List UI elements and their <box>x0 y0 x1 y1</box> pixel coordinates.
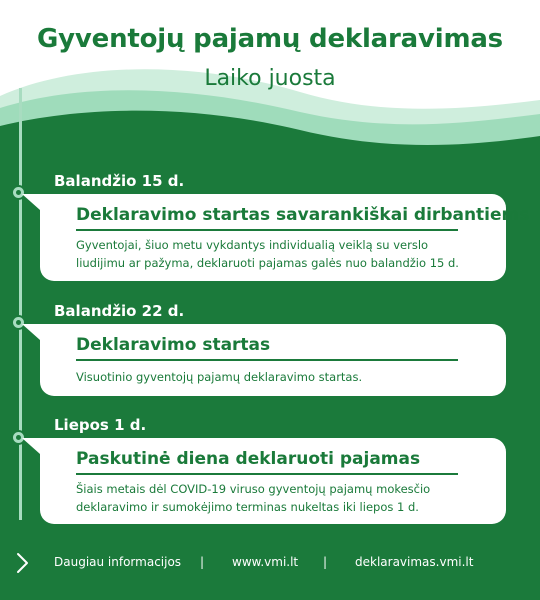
timeline-card <box>40 438 506 524</box>
footer-separator: | <box>323 555 328 569</box>
card-text-line: deklaravimo ir sumokėjimo terminas nukeltas iki liepos 1 d. <box>76 500 419 514</box>
timeline-card-title: Deklaravimo startas savarankiškai dirbantiems <box>76 205 458 231</box>
page-title: Gyventojų pajamų deklaravimas <box>37 24 503 54</box>
footer-link-vmi[interactable]: www.vmi.lt <box>232 555 299 569</box>
timeline-card-title: Paskutinė diena deklaruoti pajamas <box>76 449 458 475</box>
timeline-date: Liepos 1 d. <box>54 416 147 434</box>
timeline-date: Balandžio 22 d. <box>54 302 185 320</box>
timeline-card-title: Deklaravimo startas <box>76 335 458 361</box>
timeline-card <box>40 194 530 281</box>
timeline-card-text <box>76 368 476 386</box>
chevron-right-icon <box>16 552 30 574</box>
card-text-line: Gyventojai, šiuo metu vykdantys individualią veiklą su verslo <box>76 238 429 252</box>
footer-separator: | <box>200 555 205 569</box>
timeline-date: Balandžio 15 d. <box>54 172 185 190</box>
timeline-card <box>40 324 506 396</box>
page-subtitle: Laiko juosta <box>204 66 336 91</box>
card-text-line: Šiais metais dėl COVID-19 viruso gyventojų pajamų mokesčio <box>76 482 431 496</box>
timeline-line <box>19 88 22 520</box>
footer-link-deklaravimas[interactable]: deklaravimas.vmi.lt <box>355 555 474 569</box>
card-text-line: liudijimu ar pažyma, deklaruoti pajamas galės nuo balandžio 15 d. <box>76 256 459 270</box>
timeline-card-text <box>76 236 476 272</box>
timeline-card-text <box>76 480 476 516</box>
card-text-line: Visuotinio gyventojų pajamų deklaravimo startas. <box>76 370 363 384</box>
footer-more-info: Daugiau informacijos <box>54 555 182 569</box>
